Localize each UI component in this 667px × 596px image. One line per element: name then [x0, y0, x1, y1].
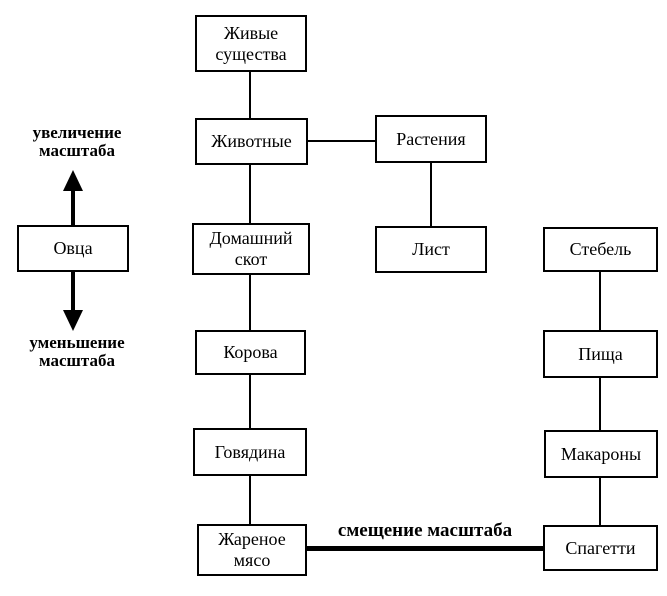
box-living-beings: Живые существа: [195, 15, 307, 72]
connector-animals-plants: [308, 140, 375, 142]
box-food: Пища: [543, 330, 658, 378]
up-arrow-icon: [71, 187, 75, 225]
connector-beef-friedmeat: [249, 476, 251, 524]
box-spaghetti: Спагетти: [543, 525, 658, 571]
box-leaf: Лист: [375, 226, 487, 273]
connector-food-macaroni: [599, 378, 601, 430]
box-stem: Стебель: [543, 227, 658, 272]
box-sheep: Овца: [17, 225, 129, 272]
box-cow: Корова: [195, 330, 306, 375]
connector-plants-leaf: [430, 163, 432, 226]
connector-cow-beef: [249, 375, 251, 428]
connector-livestock-cow: [249, 275, 251, 330]
box-livestock: Домашний скот: [192, 223, 310, 275]
box-fried-meat: Жареное мясо: [197, 524, 307, 576]
connector-animals-livestock: [249, 165, 251, 223]
connector-living-animals: [249, 72, 251, 118]
connector-stem-food: [599, 272, 601, 330]
connector-scale-shift: [307, 546, 543, 551]
connector-macaroni-spaghetti: [599, 478, 601, 525]
down-arrow-head-icon: [63, 310, 83, 331]
label-zoom-out: уменьшение масштаба: [29, 333, 125, 371]
box-animals: Животные: [195, 118, 308, 165]
box-macaroni: Макароны: [544, 430, 658, 478]
down-arrow-icon: [71, 272, 75, 312]
box-plants: Растения: [375, 115, 487, 163]
box-beef: Говядина: [193, 428, 307, 476]
label-scale-shift: смещение масштаба: [337, 520, 513, 541]
label-zoom-in: увеличение масштаба: [32, 123, 122, 161]
up-arrow-head-icon: [63, 170, 83, 191]
